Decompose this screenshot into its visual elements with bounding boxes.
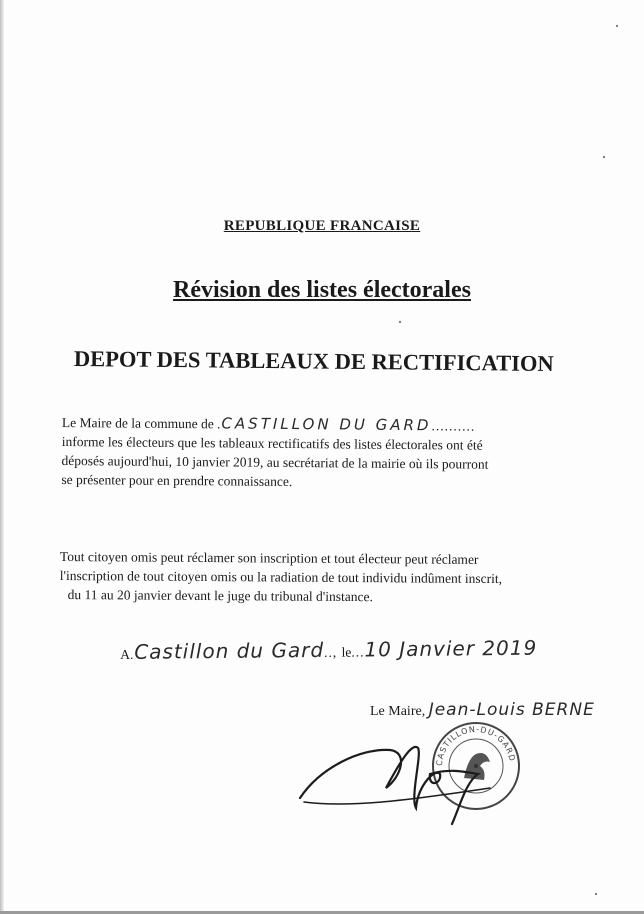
scan-speck bbox=[399, 321, 401, 323]
claims-line-3: du 11 au 20 janvier devant le juge du tribunal d'instance. bbox=[67, 587, 373, 605]
date-handwritten: 10 Janvier 2019 bbox=[364, 635, 538, 662]
place-prefix: A bbox=[120, 646, 130, 662]
notice-line-2: informe les électeurs que les tableaux rectificatifs des listes électorales ont été bbox=[61, 433, 483, 453]
page-subtitle: DEPOT DES TABLEAUX DE RECTIFICATION bbox=[73, 346, 554, 377]
page-title: Révision des listes électorales bbox=[173, 277, 471, 303]
notice-line-1: Le Maire de la commune de .CASTILLON DU GARD.......... bbox=[61, 414, 476, 435]
notice-intro-prefix: Le Maire de la commune de bbox=[61, 414, 214, 432]
notice-line-4: se présenter pour en prendre connaissance. bbox=[61, 471, 293, 490]
signature-stroke bbox=[300, 747, 478, 824]
claims-line-2: l'inscription de tout citoyen omis ou la radiation de tout individu indûment inscrit, bbox=[59, 567, 503, 587]
republique-heading: REPUBLIQUE FRANCAISE bbox=[223, 218, 421, 234]
mayor-name-handwritten: Jean-Louis BERNE bbox=[428, 700, 595, 720]
mayor-label: Le Maire, bbox=[370, 704, 426, 719]
scan-speck bbox=[595, 893, 597, 895]
scan-speck bbox=[603, 156, 605, 158]
claims-line-1: Tout citoyen omis peut réclamer son inscription et tout électeur peut réclamer bbox=[59, 548, 479, 567]
commune-handwritten: CASTILLON DU GARD bbox=[221, 414, 432, 435]
claims-paragraph bbox=[60, 547, 600, 608]
notice-paragraph bbox=[61, 413, 582, 494]
seal-text: CASTILLON-DU-GARD bbox=[434, 724, 517, 767]
scan-speck bbox=[616, 25, 618, 27]
mayor-signature bbox=[290, 728, 530, 828]
scan-left-edge bbox=[0, 0, 4, 914]
place-handwritten: Castillon du Gard bbox=[134, 637, 325, 664]
date-prefix: le bbox=[341, 644, 352, 660]
place-date-line: A.Castillon du Gard.., le...10 Janvier 2019 bbox=[120, 635, 538, 664]
mayor-line bbox=[370, 700, 640, 720]
notice-line-3: déposés aujourd'hui, 10 janvier 2019, au secrétariat de la mairie où ils pourront bbox=[61, 452, 489, 472]
